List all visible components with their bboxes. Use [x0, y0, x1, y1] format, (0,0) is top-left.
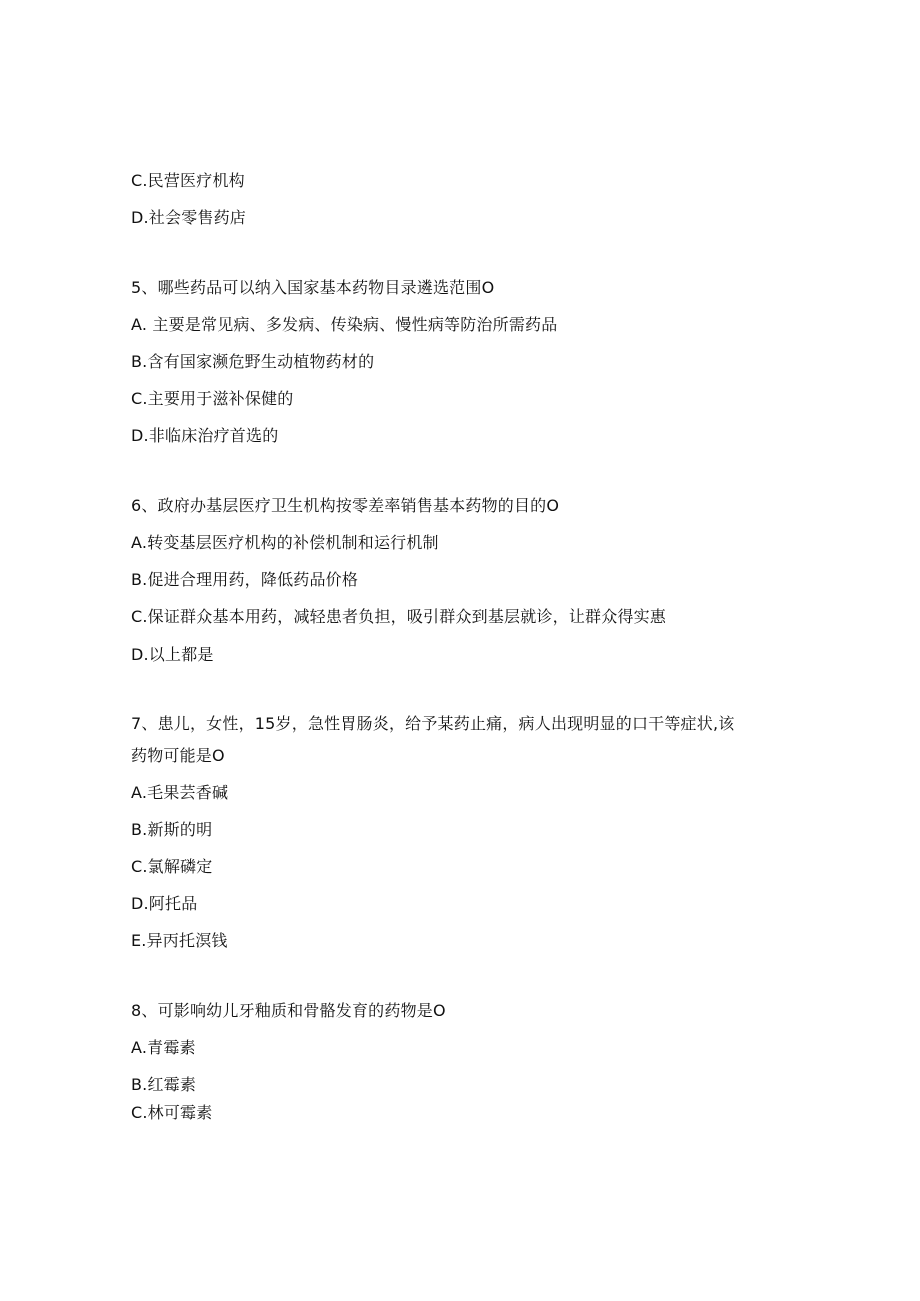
q8-option-c: C.林可霉素	[131, 1103, 213, 1122]
q4-option-c: C.民营医疗机构	[131, 171, 245, 190]
q8-option-b: B.红霉素	[131, 1075, 197, 1094]
q5-option-a: A. 主要是常见病、多发病、传染病、慢性病等防治所需药品	[131, 315, 558, 334]
q6-option-b: B.促进合理用药，降低药品价格	[131, 570, 359, 589]
q8-option-a: A.青霉素	[131, 1038, 196, 1057]
q5-option-c: C.主要用于滋补保健的	[131, 389, 294, 408]
q7-option-c: C.氯解磷定	[131, 857, 213, 876]
q7-stem-line1: 7、患儿，女性，15岁，急性胃肠炎，给予某药止痛，病人出现明显的口干等症状,该	[131, 714, 735, 733]
q5-option-b: B.含有国家濒危野生动植物药材的	[131, 352, 375, 371]
q8-stem: 8、可影响幼儿牙釉质和骨骼发育的药物是O	[131, 1001, 446, 1020]
q6-option-a: A.转变基层医疗机构的补偿机制和运行机制	[131, 533, 439, 552]
q6-stem: 6、政府办基层医疗卫生机构按零差率销售基本药物的目的O	[131, 496, 560, 515]
q7-option-b: B.新斯的明	[131, 820, 213, 839]
q7-stem-line2: 药物可能是O	[131, 746, 225, 765]
q7-option-e: E.异丙托溟钱	[131, 931, 228, 950]
q7-option-a: A.毛果芸香碱	[131, 783, 229, 802]
q5-option-d: D.非临床治疗首选的	[131, 426, 279, 445]
q4-option-d: D.社会零售药店	[131, 208, 247, 227]
q6-option-d: D.以上都是	[131, 645, 214, 664]
q7-option-d: D.阿托品	[131, 894, 198, 913]
q6-option-c: C.保证群众基本用药，减轻患者负担，吸引群众到基层就诊，让群众得实惠	[131, 607, 667, 626]
q5-stem: 5、哪些药品可以纳入国家基本药物目录遴选范围O	[131, 278, 495, 297]
